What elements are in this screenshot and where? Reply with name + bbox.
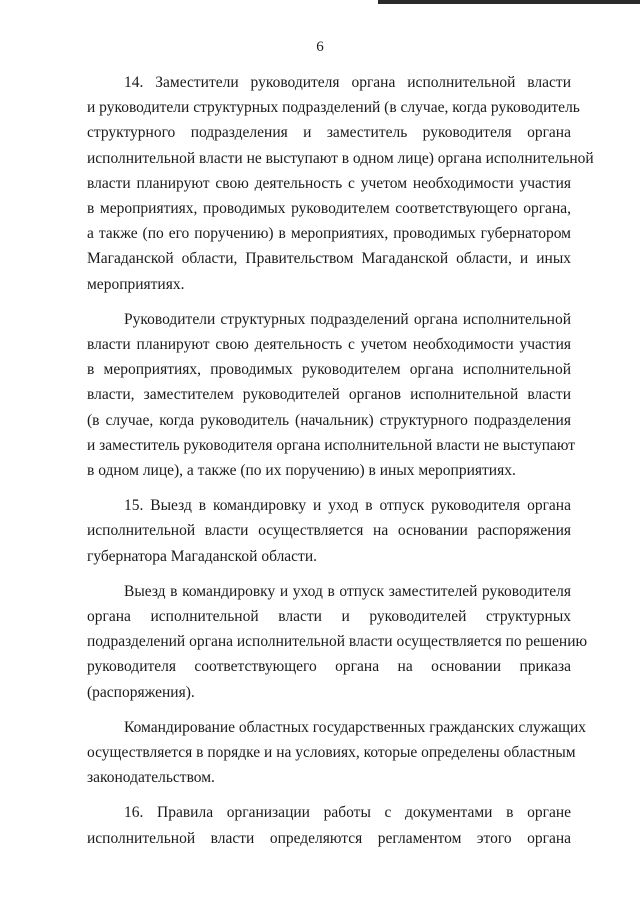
text-line: Командирование областных государственных гражданских служащих	[124, 718, 587, 736]
text-line: законодательством.	[87, 769, 215, 787]
paragraph-structural-heads	[87, 307, 576, 483]
text-line: исполнительной власти определяются регламентом этого органа	[87, 829, 571, 847]
text-line: в мероприятиях, проводимых руководителем соответствующего органа,	[87, 200, 571, 218]
text-line: Магаданской области, Правительством Магаданской области, и иных	[87, 250, 571, 268]
page-number: 6	[316, 39, 324, 55]
text-line: мероприятиях.	[87, 275, 185, 293]
paragraph-16	[87, 800, 571, 850]
text-line: исполнительной власти осуществляется на основании распоряжения	[87, 522, 571, 540]
paragraph-15	[87, 493, 571, 569]
text-line: власти планируют свою деятельность с учетом необходимости участия	[87, 174, 571, 192]
text-line: осуществляется в порядке и на условиях, которые определены областным	[87, 744, 576, 762]
text-line: в одном лице), а также (по их поручению) в иных мероприятиях.	[87, 462, 516, 480]
paragraph-deputies-trips	[87, 579, 588, 705]
paragraph-civil-servants	[87, 715, 587, 791]
text-line: губернатора Магаданской области.	[87, 547, 318, 565]
text-line: 14. Заместители руководителя органа исполнительной власти	[124, 74, 571, 91]
text-line: и заместитель руководителя органа исполнительной власти не выступают	[87, 436, 576, 454]
text-line: а также (по его поручению) в мероприятиях, проводимых губернатором	[87, 225, 571, 243]
scan-edge-mark	[378, 0, 640, 4]
text-line: в мероприятиях, проводимых руководителем органа исполнительной	[87, 361, 571, 379]
text-line: (распоряжения).	[87, 683, 195, 701]
text-line: Выезд в командировку и уход в отпуск заместителей руководителя	[124, 582, 571, 600]
text-line: подразделений органа исполнительной власти осуществляется по решению	[87, 633, 588, 651]
text-line: 15. Выезд в командировку и уход в отпуск руководителя органа	[124, 497, 571, 515]
text-line: и руководители структурных подразделений (в случае, когда руководитель	[87, 99, 580, 117]
text-line: исполнительной власти не выступают в одном лице) органа исполнительной	[87, 149, 594, 167]
text-line: Руководители структурных подразделений органа исполнительной	[124, 310, 571, 328]
text-line: структурного подразделения и заместитель руководителя органа	[87, 124, 571, 142]
text-line: органа исполнительной власти и руководителей структурных	[87, 608, 571, 626]
text-line: власти планируют свою деятельность с учетом необходимости участия	[87, 336, 571, 354]
text-line: 16. Правила организации работы с документами в органе	[124, 804, 571, 822]
text-line: власти, заместителем руководителей органов исполнительной власти	[87, 386, 571, 404]
document-body	[87, 70, 594, 861]
paragraph-14	[87, 70, 594, 297]
text-line: (в случае, когда руководитель (начальник) структурного подразделения	[87, 411, 571, 429]
text-line: руководителя соответствующего органа на основании приказа	[87, 658, 571, 676]
